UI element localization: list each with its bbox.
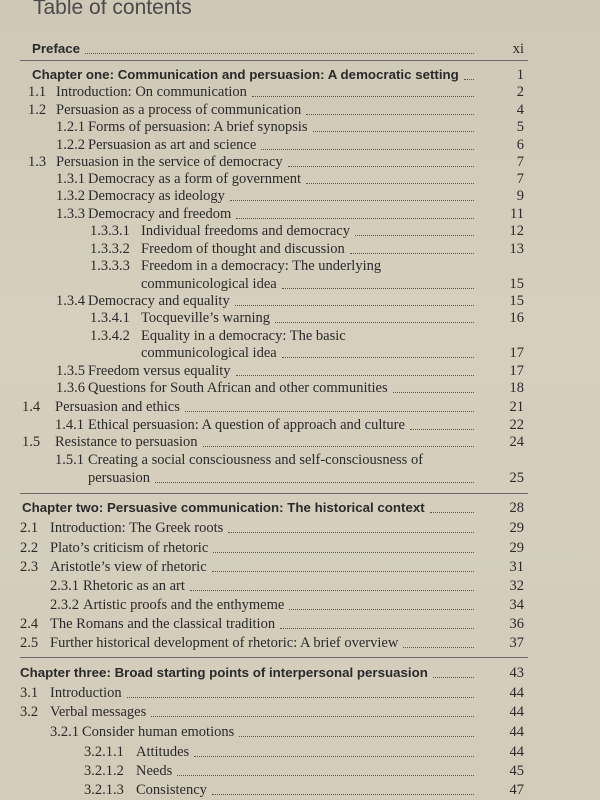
- section-number: 1.1: [28, 84, 47, 100]
- page-number: 15: [509, 293, 524, 309]
- section-title: Needs: [136, 763, 173, 779]
- page-number: 5: [516, 119, 524, 135]
- dot-leader: [433, 659, 474, 678]
- section-number: 3.2.1.1: [84, 744, 124, 760]
- dot-leader: [212, 776, 474, 795]
- page-number: 16: [509, 310, 524, 326]
- toc-entry[interactable]: [0, 781, 600, 799]
- page-number: 44: [509, 724, 524, 740]
- dot-leader: [350, 235, 474, 254]
- section-number: 2.1: [20, 520, 39, 536]
- page-number: 29: [509, 540, 524, 556]
- dot-leader: [289, 591, 474, 610]
- toc-entry[interactable]: [0, 398, 600, 416]
- toc-entry[interactable]: [0, 362, 600, 380]
- page-number: 4: [516, 102, 524, 118]
- section-title: Creating a social consciousness and self-consciousness of: [88, 452, 424, 468]
- section-title: Freedom in a democracy: The underlying: [141, 258, 382, 274]
- section-number: 3.2.1.2: [84, 763, 124, 779]
- section-number: 1.4.1: [55, 417, 84, 433]
- dot-leader: [203, 428, 474, 447]
- section-title: Introduction: The Greek roots: [50, 520, 224, 536]
- section-title: Democracy as a form of government: [88, 171, 301, 187]
- section-title: Aristotle’s view of rhetoric: [50, 559, 207, 575]
- section-number: 1.5.1: [55, 452, 84, 468]
- page-number: 31: [509, 559, 524, 575]
- toc-entry[interactable]: [0, 615, 600, 633]
- page-number: 7: [516, 154, 524, 170]
- section-title: The Romans and the classical tradition: [50, 616, 276, 632]
- page-number: 22: [509, 417, 524, 433]
- page-number: 44: [509, 685, 524, 701]
- dot-leader: [239, 718, 474, 737]
- dot-leader: [275, 304, 474, 323]
- dot-leader: [127, 679, 474, 698]
- section-number: 3.2: [20, 704, 39, 720]
- section-number: 1.3.6: [56, 380, 85, 396]
- section-number: 2.3.1: [50, 578, 79, 594]
- page-number: 45: [509, 763, 524, 779]
- section-title: Consistency: [136, 782, 207, 798]
- section-number: 1.3.3.3: [90, 258, 130, 274]
- section-title: communicological idea: [141, 345, 277, 361]
- page-number: 44: [509, 744, 524, 760]
- section-number: 1.3.3: [56, 206, 85, 222]
- section-number: 2.3.2: [50, 597, 79, 613]
- section-title: Individual freedoms and democracy: [141, 223, 350, 239]
- dot-leader: [280, 610, 474, 629]
- page-number: 25: [509, 470, 524, 486]
- dot-leader: [151, 698, 474, 717]
- section-number: 2.4: [20, 616, 39, 632]
- section-number: 1.2: [28, 102, 47, 118]
- section-number: 1.5: [22, 434, 41, 450]
- section-number: 1.2.2: [56, 137, 85, 153]
- section-number: 1.3.5: [56, 363, 85, 379]
- toc-entry[interactable]: [0, 634, 600, 652]
- page-number: 1: [516, 67, 524, 83]
- section-title: Preface: [32, 41, 81, 56]
- section-number: 1.4: [22, 399, 41, 415]
- chapter-divider: [20, 60, 528, 61]
- section-title: Freedom of thought and discussion: [141, 241, 345, 257]
- section-title: Resistance to persuasion: [55, 434, 198, 450]
- section-number: 1.3.1: [56, 171, 85, 187]
- section-number: 1.2.1: [56, 119, 85, 135]
- section-title: Plato’s criticism of rhetoric: [50, 540, 209, 556]
- page-number: xi: [512, 41, 524, 57]
- section-title: Attitudes: [136, 744, 190, 760]
- page-number: 44: [509, 704, 524, 720]
- section-title: Questions for South African and other communities: [88, 380, 388, 396]
- section-number: 2.2: [20, 540, 39, 556]
- page-number: 47: [509, 782, 524, 798]
- chapter-divider: [20, 657, 528, 658]
- page-number: 12: [509, 223, 524, 239]
- section-number: 3.2.1.3: [84, 782, 124, 798]
- page-number: 24: [509, 434, 524, 450]
- section-title: Verbal messages: [50, 704, 147, 720]
- toc-entry[interactable]: [0, 101, 600, 119]
- page-number: 34: [509, 597, 524, 613]
- dot-leader: [228, 514, 474, 533]
- dot-leader: [155, 464, 474, 483]
- page-number: 28: [509, 500, 524, 516]
- dot-leader: [393, 374, 474, 393]
- toc-entry[interactable]: [0, 222, 600, 240]
- section-title: Persuasion as a process of communication: [56, 102, 302, 118]
- chapter-entry[interactable]: [0, 40, 600, 58]
- dot-leader: [355, 217, 474, 236]
- section-title: Chapter three: Broad starting points of interpersonal persuasion: [20, 665, 428, 680]
- toc-entry[interactable]: [0, 309, 600, 327]
- section-title: Democracy and freedom: [88, 206, 232, 222]
- section-number: 3.1: [20, 685, 39, 701]
- section-number: 1.3.4.1: [90, 310, 130, 326]
- dot-leader: [185, 393, 474, 412]
- toc-entry[interactable]: [0, 469, 600, 487]
- section-title: Introduction: On communication: [56, 84, 247, 100]
- section-title: Forms of persuasion: A brief synopsis: [88, 119, 308, 135]
- page-number: 18: [509, 380, 524, 396]
- toc-entry[interactable]: [0, 240, 600, 258]
- section-number: 1.3.4.2: [90, 328, 130, 344]
- page-number: 11: [510, 206, 524, 222]
- section-number: 2.3: [20, 559, 39, 575]
- page-number: 9: [516, 188, 524, 204]
- section-title: Persuasion in the service of democracy: [56, 154, 283, 170]
- page-number: 17: [509, 345, 524, 361]
- section-title: Persuasion as art and science: [88, 137, 257, 153]
- dot-leader: [430, 494, 474, 513]
- dot-leader: [403, 629, 474, 648]
- section-title: persuasion: [88, 470, 151, 486]
- page-number: 2: [516, 84, 524, 100]
- section-title: Democracy and equality: [88, 293, 230, 309]
- section-number: 1.3.3.2: [90, 241, 130, 257]
- toc-entry[interactable]: [0, 205, 600, 223]
- page-number: 15: [509, 276, 524, 292]
- toc-entry[interactable]: [0, 153, 600, 171]
- section-title: Tocqueville’s warning: [141, 310, 271, 326]
- page-number: 32: [509, 578, 524, 594]
- dot-leader: [230, 182, 474, 201]
- dot-leader: [213, 534, 474, 553]
- section-title: Further historical development of rhetoric: A brief overview: [50, 635, 399, 651]
- dot-leader: [252, 78, 474, 97]
- section-number: 3.2.1: [50, 724, 79, 740]
- dot-leader: [212, 553, 474, 572]
- section-number: 1.3: [28, 154, 47, 170]
- section-title: Persuasion and ethics: [55, 399, 180, 415]
- section-title: Consider human emotions: [82, 724, 235, 740]
- section-title: Equality in a democracy: The basic: [141, 328, 346, 344]
- page-number: 13: [509, 241, 524, 257]
- page-number: 29: [509, 520, 524, 536]
- page-number: 36: [509, 616, 524, 632]
- section-title: Artistic proofs and the enthymeme: [83, 597, 285, 613]
- toc-entry[interactable]: [0, 433, 600, 451]
- section-title: Chapter one: Communication and persuasion: A democratic setting: [32, 67, 459, 82]
- page-title: Table of contents: [33, 0, 192, 19]
- section-title: communicological idea: [141, 276, 277, 292]
- section-number: 1.3.3.1: [90, 223, 130, 239]
- dot-leader: [194, 738, 474, 757]
- section-number: 2.5: [20, 635, 39, 651]
- section-title: Rhetoric as an art: [83, 578, 185, 594]
- toc-entry[interactable]: [0, 83, 600, 101]
- section-title: Introduction: [50, 685, 122, 701]
- page-number: 43: [509, 665, 524, 681]
- dot-leader: [282, 339, 474, 358]
- page-number: 7: [516, 171, 524, 187]
- dot-leader: [177, 757, 474, 776]
- section-title: Freedom versus equality: [88, 363, 231, 379]
- dot-leader: [190, 572, 474, 591]
- section-title: Democracy as ideology: [88, 188, 225, 204]
- page-number: 21: [509, 399, 524, 415]
- dot-leader: [313, 113, 474, 132]
- page-number: 6: [516, 137, 524, 153]
- section-title: Chapter two: Persuasive communication: The historical context: [22, 500, 425, 515]
- page-number: 17: [509, 363, 524, 379]
- section-number: 1.3.2: [56, 188, 85, 204]
- page-number: 37: [509, 635, 524, 651]
- dot-leader: [85, 35, 474, 54]
- section-number: 1.3.4: [56, 293, 85, 309]
- section-title: Ethical persuasion: A question of approach and culture: [88, 417, 405, 433]
